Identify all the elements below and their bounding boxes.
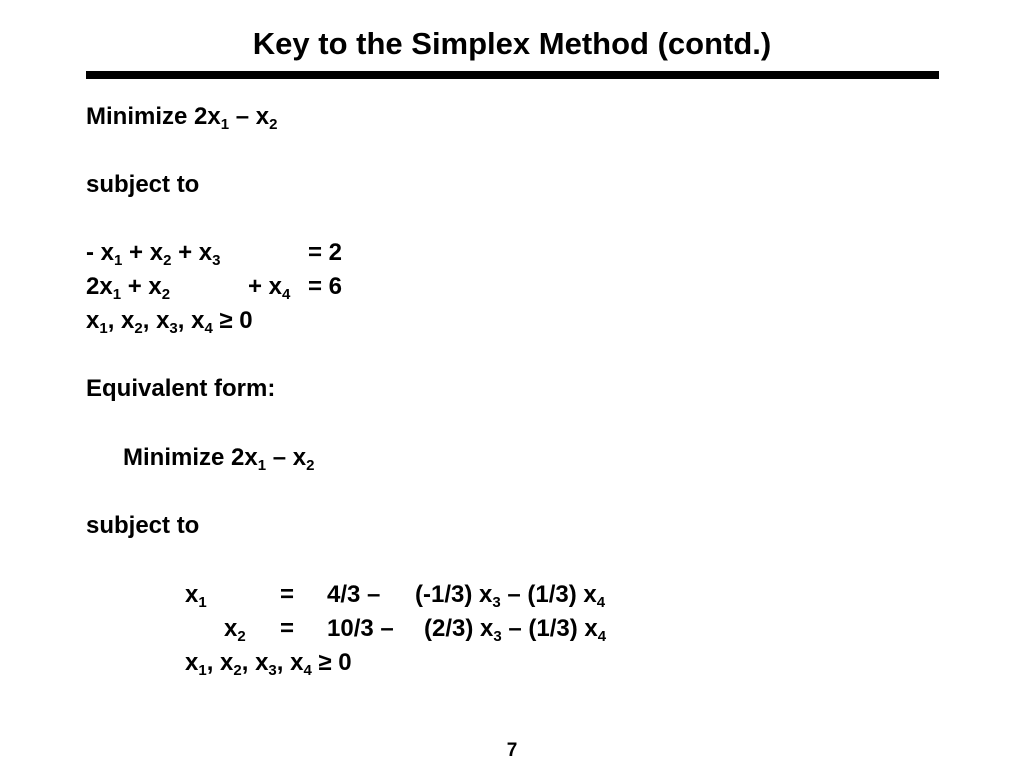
equivalent-subject-to-label: subject to — [86, 512, 200, 539]
row-1-expression: (-1/3) $x_3 - (1/3)$ $x_4$ — [415, 581, 606, 611]
constraint-2-slack: + $x_4$ — [248, 273, 291, 303]
equivalent-objective-line: Minimize $2x_1 - x_2$ — [123, 444, 315, 474]
subject-to-label: subject to — [86, 171, 200, 198]
slide-title: Key to the Simplex Method (contd.) — [252, 26, 772, 61]
row-2-equals: = — [280, 615, 295, 642]
constraint-2-lhs: $2x_1 + x_2$ — [86, 273, 171, 303]
equivalent-form-heading: Equivalent form: — [86, 375, 276, 402]
row-2-expression: (2/3) $x_3 - (1/3)$ $x_4$ — [424, 615, 607, 645]
objective-line — [86, 102, 277, 132]
title-rule — [86, 71, 939, 79]
objective-verb: Minimize — [86, 103, 188, 130]
page-number: 7 — [506, 740, 518, 761]
constraint-2-rhs: = 6 — [308, 273, 343, 300]
row-1-lhs: $x_1$ — [185, 581, 207, 611]
row-1-constant: 4/3 – — [327, 581, 381, 608]
constraint-1-rhs: = 2 — [308, 239, 343, 266]
equivalent-nonnegativity-line: $x_1$, $x_2$, $x_3$, $x_4 \ge 0$ — [185, 649, 352, 679]
nonnegativity-line: $x_1$, $x_2$, $x_3$, $x_4 \ge 0$ — [86, 307, 253, 337]
objective-term-1: $2x_1$ — [194, 103, 230, 133]
row-1-equals: = — [280, 581, 295, 608]
row-2-constant: 10/3 – — [327, 615, 394, 642]
constraint-1-lhs: - $x_1 + x_2 + x_3$ — [86, 239, 221, 269]
row-2-lhs: $x_2$ — [224, 615, 246, 645]
objective-term-2: – $x_2$ — [229, 103, 278, 133]
